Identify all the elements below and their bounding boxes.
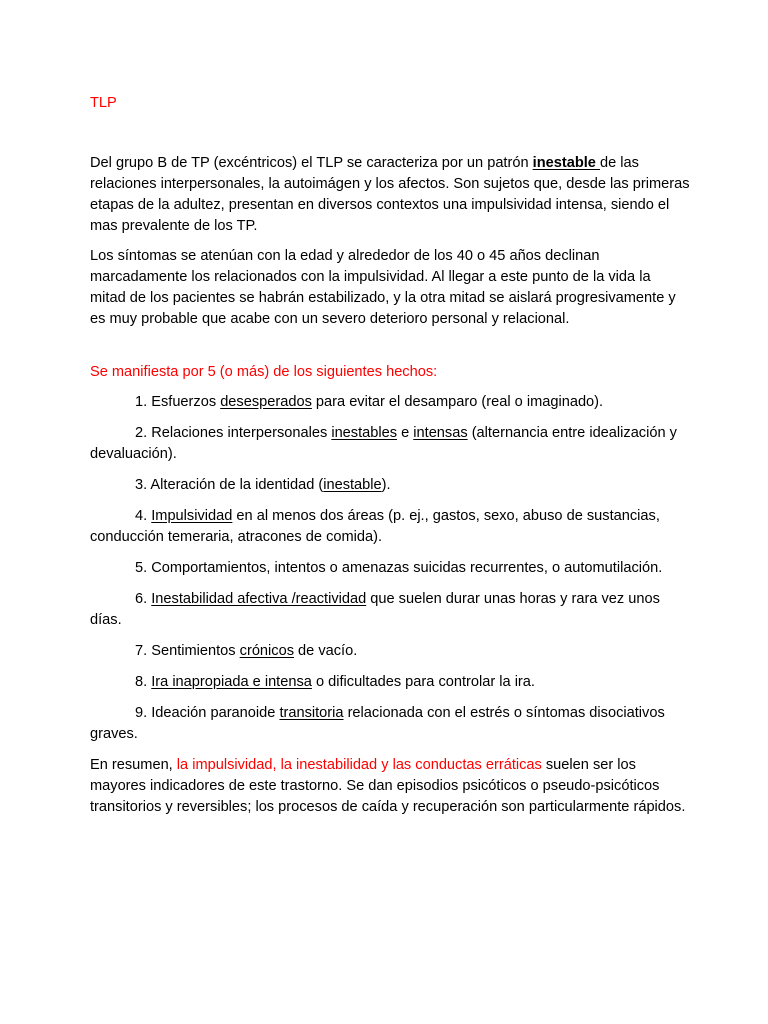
list-item [90, 423, 690, 465]
item-number: 3. [135, 477, 151, 493]
item-text: Alteración de la identidad ( [150, 477, 324, 493]
list-item [90, 703, 690, 745]
item-text: para evitar el desamparo (real o imaginado). [311, 394, 604, 410]
list-item [90, 392, 690, 413]
item-text: relacionada con el estrés o síntomas disociativos graves. [90, 705, 665, 742]
intro-text-before: Del grupo B de TP (excéntricos) el TLP se caracteriza por un patrón [90, 155, 533, 171]
item-underlined: inestable [323, 477, 382, 493]
item-text: Ideación paranoide [151, 705, 280, 721]
document-title: TLP [90, 95, 117, 111]
item-underlined: inestables [331, 425, 398, 441]
item-text: e [397, 425, 414, 441]
item-underlined: Inestabilidad afectiva /reactividad [151, 591, 367, 607]
list-item [90, 506, 690, 548]
item-number: 7. [135, 643, 152, 659]
item-text: Esfuerzos [151, 394, 221, 410]
list-item [90, 589, 690, 631]
summary-text-before: En resumen, [90, 757, 177, 773]
criteria-list [90, 392, 690, 745]
list-item [90, 558, 690, 579]
item-number: 2. [135, 425, 152, 441]
intro-emphasis: inestable [532, 155, 600, 171]
list-item [90, 672, 690, 693]
item-text: Comportamientos, intentos o amenazas suicidas recurrentes, o automutilación. [151, 560, 663, 576]
item-text: Sentimientos [151, 643, 240, 659]
item-text: Relaciones interpersonales [151, 425, 332, 441]
item-text: (alternancia entre idealización y devaluación). [90, 425, 677, 462]
item-underlined: intensas [413, 425, 468, 441]
item-number: 1. [135, 394, 152, 410]
summary-highlight: la impulsividad, la inestabilidad y las conductas erráticas [176, 757, 542, 773]
item-underlined: Impulsividad [151, 508, 233, 524]
item-text: de vacío. [294, 643, 358, 659]
item-number: 4. [135, 508, 152, 524]
item-underlined: desesperados [220, 394, 312, 410]
summary-paragraph [90, 755, 690, 818]
symptoms-paragraph: Los síntomas se atenúan con la edad y alrededor de los 40 o 45 años declinan marcadamente los relacionados con la impulsividad. Al llegar a este punto de la vida la mitad de los pacientes se habrán estabilizado, y la otra mitad se aislará progresivamente y es muy probable que acabe con un severo deterioro personal y relacional. [90, 248, 676, 327]
item-number: 8. [135, 674, 152, 690]
item-text: ). [381, 477, 391, 493]
document-body [90, 93, 690, 818]
intro-paragraph [90, 153, 690, 237]
item-underlined: transitoria [279, 705, 344, 721]
item-text: o dificultades para controlar la ira. [311, 674, 535, 690]
item-number: 9. [135, 705, 152, 721]
item-number: 6. [135, 591, 152, 607]
item-text: en al menos dos áreas (p. ej., gastos, sexo, abuso de sustancias, conducción temeraria, atracones de comida). [90, 508, 660, 545]
summary-text-after: suelen ser los mayores indicadores de este trastorno. Se dan episodios psicóticos o pseudo-psicóticos transitorios y reversibles; los procesos de caída y recuperación son particularmente rápidos. [90, 757, 686, 815]
item-underlined: Ira inapropiada e intensa [151, 674, 312, 690]
list-item [90, 641, 690, 662]
item-text: que suelen durar unas horas y rara vez unos días. [90, 591, 660, 628]
list-item [90, 475, 690, 496]
item-number: 5. [135, 560, 152, 576]
list-heading: Se manifiesta por 5 (o más) de los siguientes hechos: [90, 364, 438, 380]
item-underlined: crónicos [239, 643, 294, 659]
intro-text-after: de las relaciones interpersonales, la autoimágen y los afectos. Son sujetos que, desde las primeras etapas de la adultez, presentan en diversos contextos una impulsividad intensa, siendo el mas prevalente de los TP. [90, 155, 690, 234]
